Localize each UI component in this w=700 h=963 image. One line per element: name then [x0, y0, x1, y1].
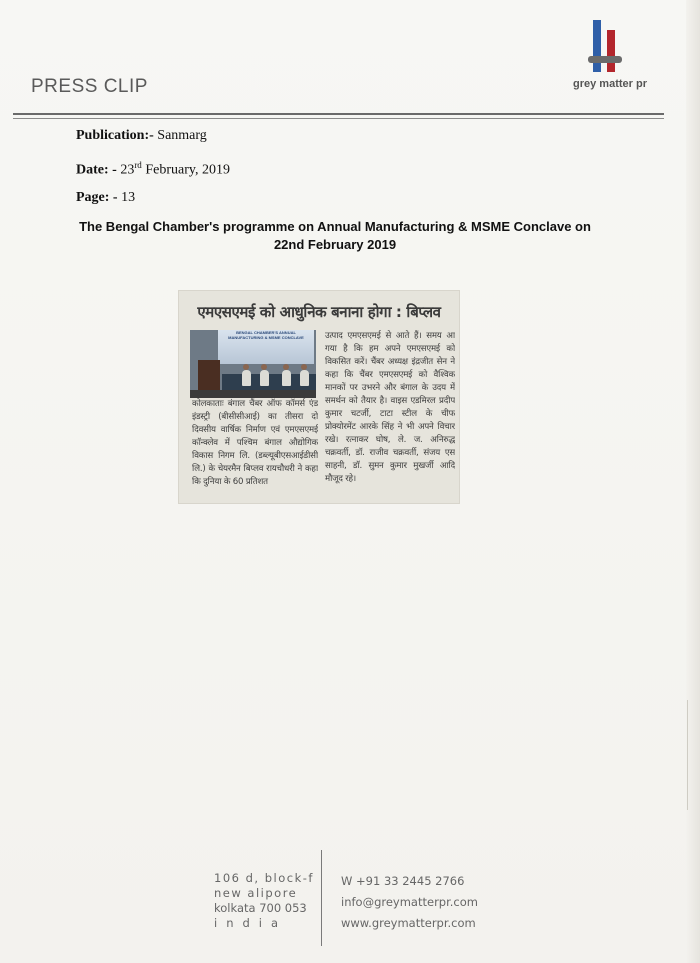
clipping-text-right: उत्पाद एमएसएमई से आते हैं। समय आ गया है कि हम अपने एमएसएमई को विकसित करें। चैंबर अध्यक्ष इंद्रजीत सेन ने कहा कि चैंबर एमएसएमई को वैश्विक मानकों पर उभरने और बंगाल के उदय में समर्थन को तैयार है। वाइस एडमिरल प्रदीप कुमार चटर्जी, टाटा स्टील के चीफ प्रोक्योरमेंट आरके सिंह ने भी अपने विचार रखे। रत्नाकर घोष, ले. ज. अनिरुद्ध चक्रवर्ती, डॉ. राजीव चक्रवर्ती, संजय एस साहनी, डॉ. सुमन कुमार मुखर्जी आदि मौजूद रहे।	[325, 331, 455, 484]
dignitary-head	[243, 364, 249, 370]
stage-banner-text: BENGAL CHAMBER'S ANNUAL MANUFACTURING & MSME CONCLAVE	[228, 330, 304, 340]
website-url: www.greymatterpr.com	[341, 916, 476, 930]
logo-text: grey matter pr	[573, 78, 647, 90]
dignitary	[282, 370, 291, 386]
page-line	[76, 190, 135, 206]
address-line: 106 d, block-f	[214, 871, 314, 885]
date-rest: February, 2019	[145, 162, 230, 178]
email-address: info@greymatterpr.com	[341, 895, 478, 909]
dignitary-head	[301, 364, 307, 370]
phone-number: W +91 33 2445 2766	[341, 874, 465, 888]
date-line	[76, 160, 230, 179]
dignitary	[260, 370, 269, 386]
clipping-text-left: कोलकाताः बंगाल चैंबर ऑफ कॉमर्स एंड इंडस्ट्री (बीसीसीआई) का तीसरा दो दिवसीय वार्षिक निर्माण एवं एमएसएमई कॉन्क्लेव में पश्चिम बंगाल औद्योगिक विकास निगम लि. (डब्ल्यूबीएसआईडीसी लि.) के चेयरमैन बिप्लव रायचौधरी ने कहा कि दुनिया के 60 प्रतिशत	[192, 399, 318, 487]
date-day: 23	[120, 162, 135, 178]
footer-address	[214, 871, 314, 931]
footer-divider	[321, 850, 322, 946]
press-clip-title: PRESS CLIP	[31, 76, 148, 97]
address-line: kolkata 700 053	[214, 901, 307, 915]
clipping-headline: एमएसएमई को आधुनिक बनाना होगा : बिप्लव	[197, 303, 441, 321]
dignitary	[300, 370, 309, 386]
header-rule	[13, 113, 664, 115]
publication-line	[76, 128, 207, 144]
page-value: 13	[121, 190, 136, 205]
address-line: india	[214, 916, 288, 930]
date-label: Date: -	[76, 162, 117, 178]
publication-label: Publication:-	[76, 128, 154, 143]
dignitary-head	[261, 364, 267, 370]
paper-edge	[686, 0, 700, 963]
dignitary	[242, 370, 251, 386]
dignitary-head	[283, 364, 289, 370]
event-headline: The Bengal Chamber's programme on Annual Manufacturing & MSME Conclave on 22nd February 2019	[79, 219, 591, 252]
date-suffix: rd	[134, 160, 142, 170]
publication-value: Sanmarg	[157, 128, 207, 143]
footer-contact	[341, 871, 541, 934]
stage-floor	[190, 390, 316, 398]
stage-banner	[218, 330, 314, 364]
page-label: Page: -	[76, 190, 118, 205]
header-rule-thin	[13, 118, 664, 119]
address-line: new alipore	[214, 886, 298, 900]
event-photo	[190, 330, 316, 398]
